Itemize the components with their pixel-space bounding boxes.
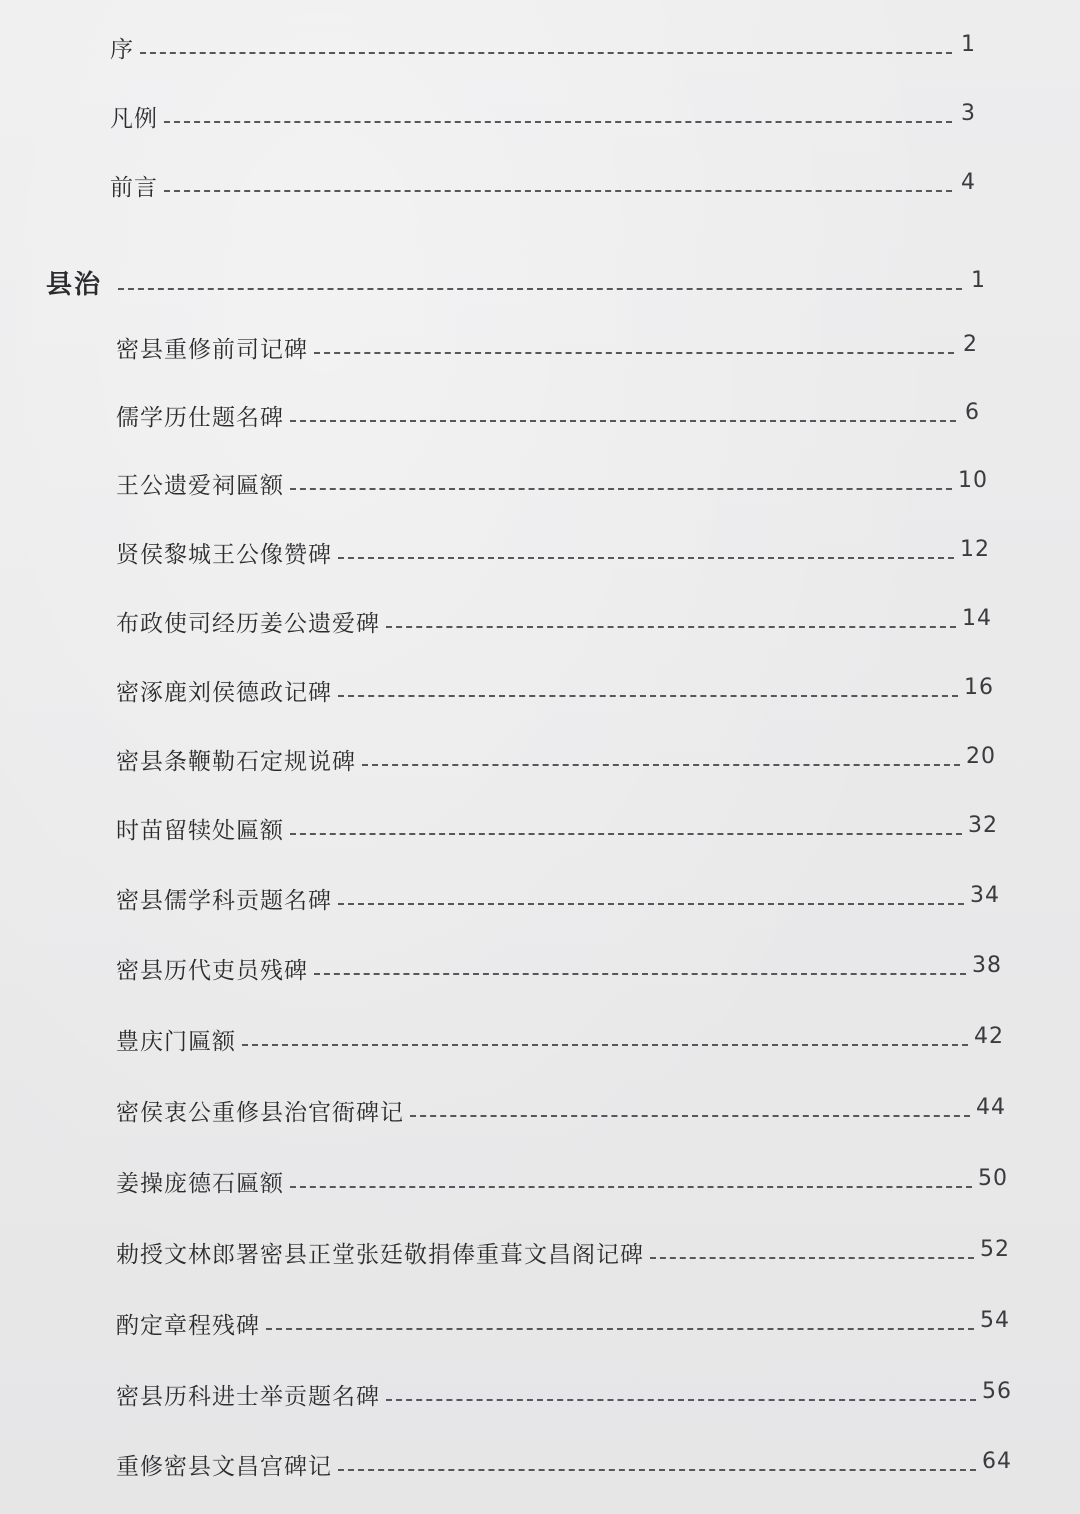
section-title: 县治 [46,270,103,300]
dot-leader [314,352,954,354]
toc-entry[interactable] [116,594,992,638]
toc-entry[interactable] [116,456,988,500]
toc-entry-page: 4 [961,170,976,195]
section-page: 1 [971,268,986,293]
dot-leader [362,764,960,766]
toc-entry-title: 勅授文林郎署密县正堂张廷敬捐俸重葺文昌阁记碑 [116,1242,644,1268]
toc-entry-foreword[interactable] [110,158,976,202]
toc-entry-page: 52 [980,1237,1010,1262]
toc-entry-title: 密县条鞭勒石定规说碑 [116,749,356,775]
toc-entry[interactable] [116,663,994,707]
toc-entry-conventions[interactable] [110,89,976,133]
dot-leader [290,833,962,835]
dot-leader [338,903,964,905]
dot-leader [386,1399,976,1401]
toc-entry-title: 贤侯黎城王公像赞碑 [116,542,332,568]
toc-entry-page: 14 [962,606,992,631]
toc-entry[interactable] [116,525,990,569]
toc-entry-page: 2 [963,332,978,357]
toc-entry-title: 前言 [110,175,158,201]
dot-leader [118,288,962,290]
toc-entry-title: 布政使司经历姜公遗爱碑 [116,611,380,637]
dot-leader [650,1257,974,1259]
toc-entry-page: 20 [966,744,996,769]
toc-entry-title: 密县历代吏员残碑 [116,958,308,984]
toc-entry-title: 密涿鹿刘侯德政记碑 [116,680,332,706]
toc-entry[interactable] [116,1012,1004,1056]
toc-entry-title: 序 [110,37,134,63]
toc-entry-title: 密县重修前司记碑 [116,337,308,363]
toc-entry-title: 密侯衷公重修县治官衙碑记 [116,1100,404,1126]
toc-entry[interactable] [116,1367,1012,1411]
toc-entry[interactable] [116,1154,1008,1198]
toc-entry[interactable] [116,1437,1012,1481]
toc-entry[interactable] [116,1083,1006,1127]
toc-entry-page: 32 [968,813,998,838]
dot-leader [338,557,954,559]
toc-entry-title: 儒学历仕题名碑 [116,405,284,431]
toc-entry-page: 44 [976,1095,1006,1120]
toc-entry-page: 64 [982,1449,1012,1474]
toc-entry-title: 密县儒学科贡题名碑 [116,888,332,914]
dot-leader [290,488,952,490]
toc-entry-page: 3 [961,101,976,126]
toc-entry-preface[interactable] [110,20,976,64]
toc-entry[interactable] [116,801,998,845]
toc-entry-page: 54 [980,1308,1010,1333]
toc-entry-page: 38 [972,953,1002,978]
toc-entry[interactable] [116,1225,1010,1269]
dot-leader [140,52,952,54]
toc-entry-page: 50 [978,1166,1008,1191]
toc-entry-page: 6 [965,400,980,425]
toc-entry-title: 时苗留犊处匾额 [116,818,284,844]
toc-entry-page: 56 [982,1379,1012,1404]
toc-entry-title: 王公遗爱祠匾额 [116,473,284,499]
dot-leader [164,121,952,123]
toc-entry[interactable] [116,1296,1010,1340]
dot-leader [338,695,958,697]
toc-entry[interactable] [116,871,1000,915]
toc-entry-title: 凡例 [110,106,158,132]
dot-leader [410,1115,970,1117]
dot-leader [386,626,956,628]
dot-leader [290,420,956,422]
toc-entry-title: 姜操庞德石匾额 [116,1171,284,1197]
toc-entry[interactable] [116,941,1002,985]
dot-leader [242,1044,968,1046]
dot-leader [290,1186,972,1188]
dot-leader [314,973,966,975]
toc-entry-title: 重修密县文昌宫碑记 [116,1454,332,1480]
toc-entry-page: 12 [960,537,990,562]
toc-entry-title: 密县历科进士举贡题名碑 [116,1384,380,1410]
toc-entry[interactable] [116,388,980,432]
toc-section-heading[interactable] [46,256,986,300]
toc-entry-page: 10 [958,468,988,493]
toc-entry[interactable] [116,732,996,776]
toc-entry-page: 34 [970,883,1000,908]
dot-leader [338,1469,976,1471]
dot-leader [266,1328,974,1330]
toc-entry-title: 豊庆门匾额 [116,1029,236,1055]
toc-entry[interactable] [116,320,978,364]
toc-entry-page: 1 [961,32,976,57]
dot-leader [164,190,952,192]
toc-entry-page: 16 [964,675,994,700]
toc-entry-title: 酌定章程残碑 [116,1313,260,1339]
toc-entry-page: 42 [974,1024,1004,1049]
